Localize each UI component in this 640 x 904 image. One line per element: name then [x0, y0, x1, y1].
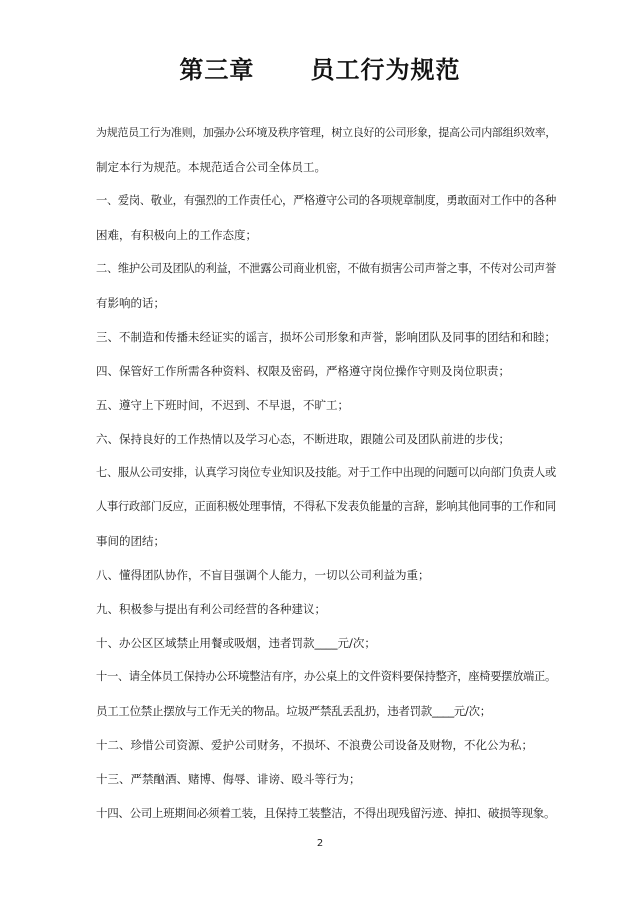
- text-line: 员工工位禁止摆放与工作无关的物品。垃圾严禁乱丢乱扔，违者罚款____元/次；: [96, 704, 491, 718]
- text-line: 十二、珍惜公司资源、爱护公司财务，不损坏、不浪费公司设备及财物，不化公为私；: [96, 738, 533, 752]
- text-line: 一、爱岗、敬业，有强烈的工作责任心，严格遵守公司的各项规章制度，勇敢面对工作中的各种: [96, 194, 556, 207]
- text-line: 六、保持良好的工作热情以及学习心态，不断进取，跟随公司及团队前进的步伐；: [96, 432, 510, 446]
- text-line: 人事行政部门反应，正面积极处理事情，不得私下发表负能量的言辞，影响其他同事的工作和同: [96, 500, 556, 513]
- text-line: 事间的团结；: [96, 534, 165, 548]
- text-line: 为规范员工行为准则，加强办公环境及秩序管理，树立良好的公司形象，提高公司内部组织效率，: [96, 126, 557, 139]
- text-line: 制定本行为规范。本规范适合公司全体员工。: [96, 160, 326, 174]
- text-line: 四、保管好工作所需各种资料、权限及密码，严格遵守岗位操作守则及岗位职责；: [96, 364, 510, 378]
- body-text: [96, 116, 556, 830]
- text-line: 十三、严禁酗酒、赌博、侮辱、诽谤、殴斗等行为；: [96, 772, 361, 786]
- text-line: 二、维护公司及团队的利益，不泄露公司商业机密，不做有损害公司声誉之事，不传对公司声誉: [96, 262, 556, 275]
- text-line: 十一、请全体员工保持办公环境整洁有序，办公桌上的文件资料要保持整齐，座椅要摆放端正。: [96, 670, 556, 683]
- text-line: 三、不制造和传播未经证实的谣言，损坏公司形象和声誉，影响团队及同事的团结和和睦；: [96, 330, 556, 344]
- page-title: 第三章 员工行为规范: [179, 56, 461, 84]
- text-line: 十四、公司上班期间必须着工装，且保持工装整洁，不得出现残留污迹、掉扣、破损等现象。: [96, 806, 556, 820]
- text-line: 八、懂得团队协作，不盲目强调个人能力，一切以公司利益为重；: [96, 568, 430, 582]
- page-number: 2: [316, 838, 324, 849]
- text-line: 有影响的话；: [96, 296, 165, 310]
- text-line: 十、办公区区域禁止用餐或吸烟，违者罚款____元/次；: [96, 636, 376, 650]
- text-line: 九、积极参与提出有利公司经营的各种建议；: [96, 602, 326, 616]
- text-line: 七、服从公司安排，认真学习岗位专业知识及技能。对于工作中出现的问题可以向部门负责人或: [96, 466, 556, 479]
- text-line: 困难，有积极向上的工作态度；: [96, 228, 257, 242]
- text-line: 五、遵守上下班时间，不迟到、不早退，不旷工；: [96, 398, 349, 412]
